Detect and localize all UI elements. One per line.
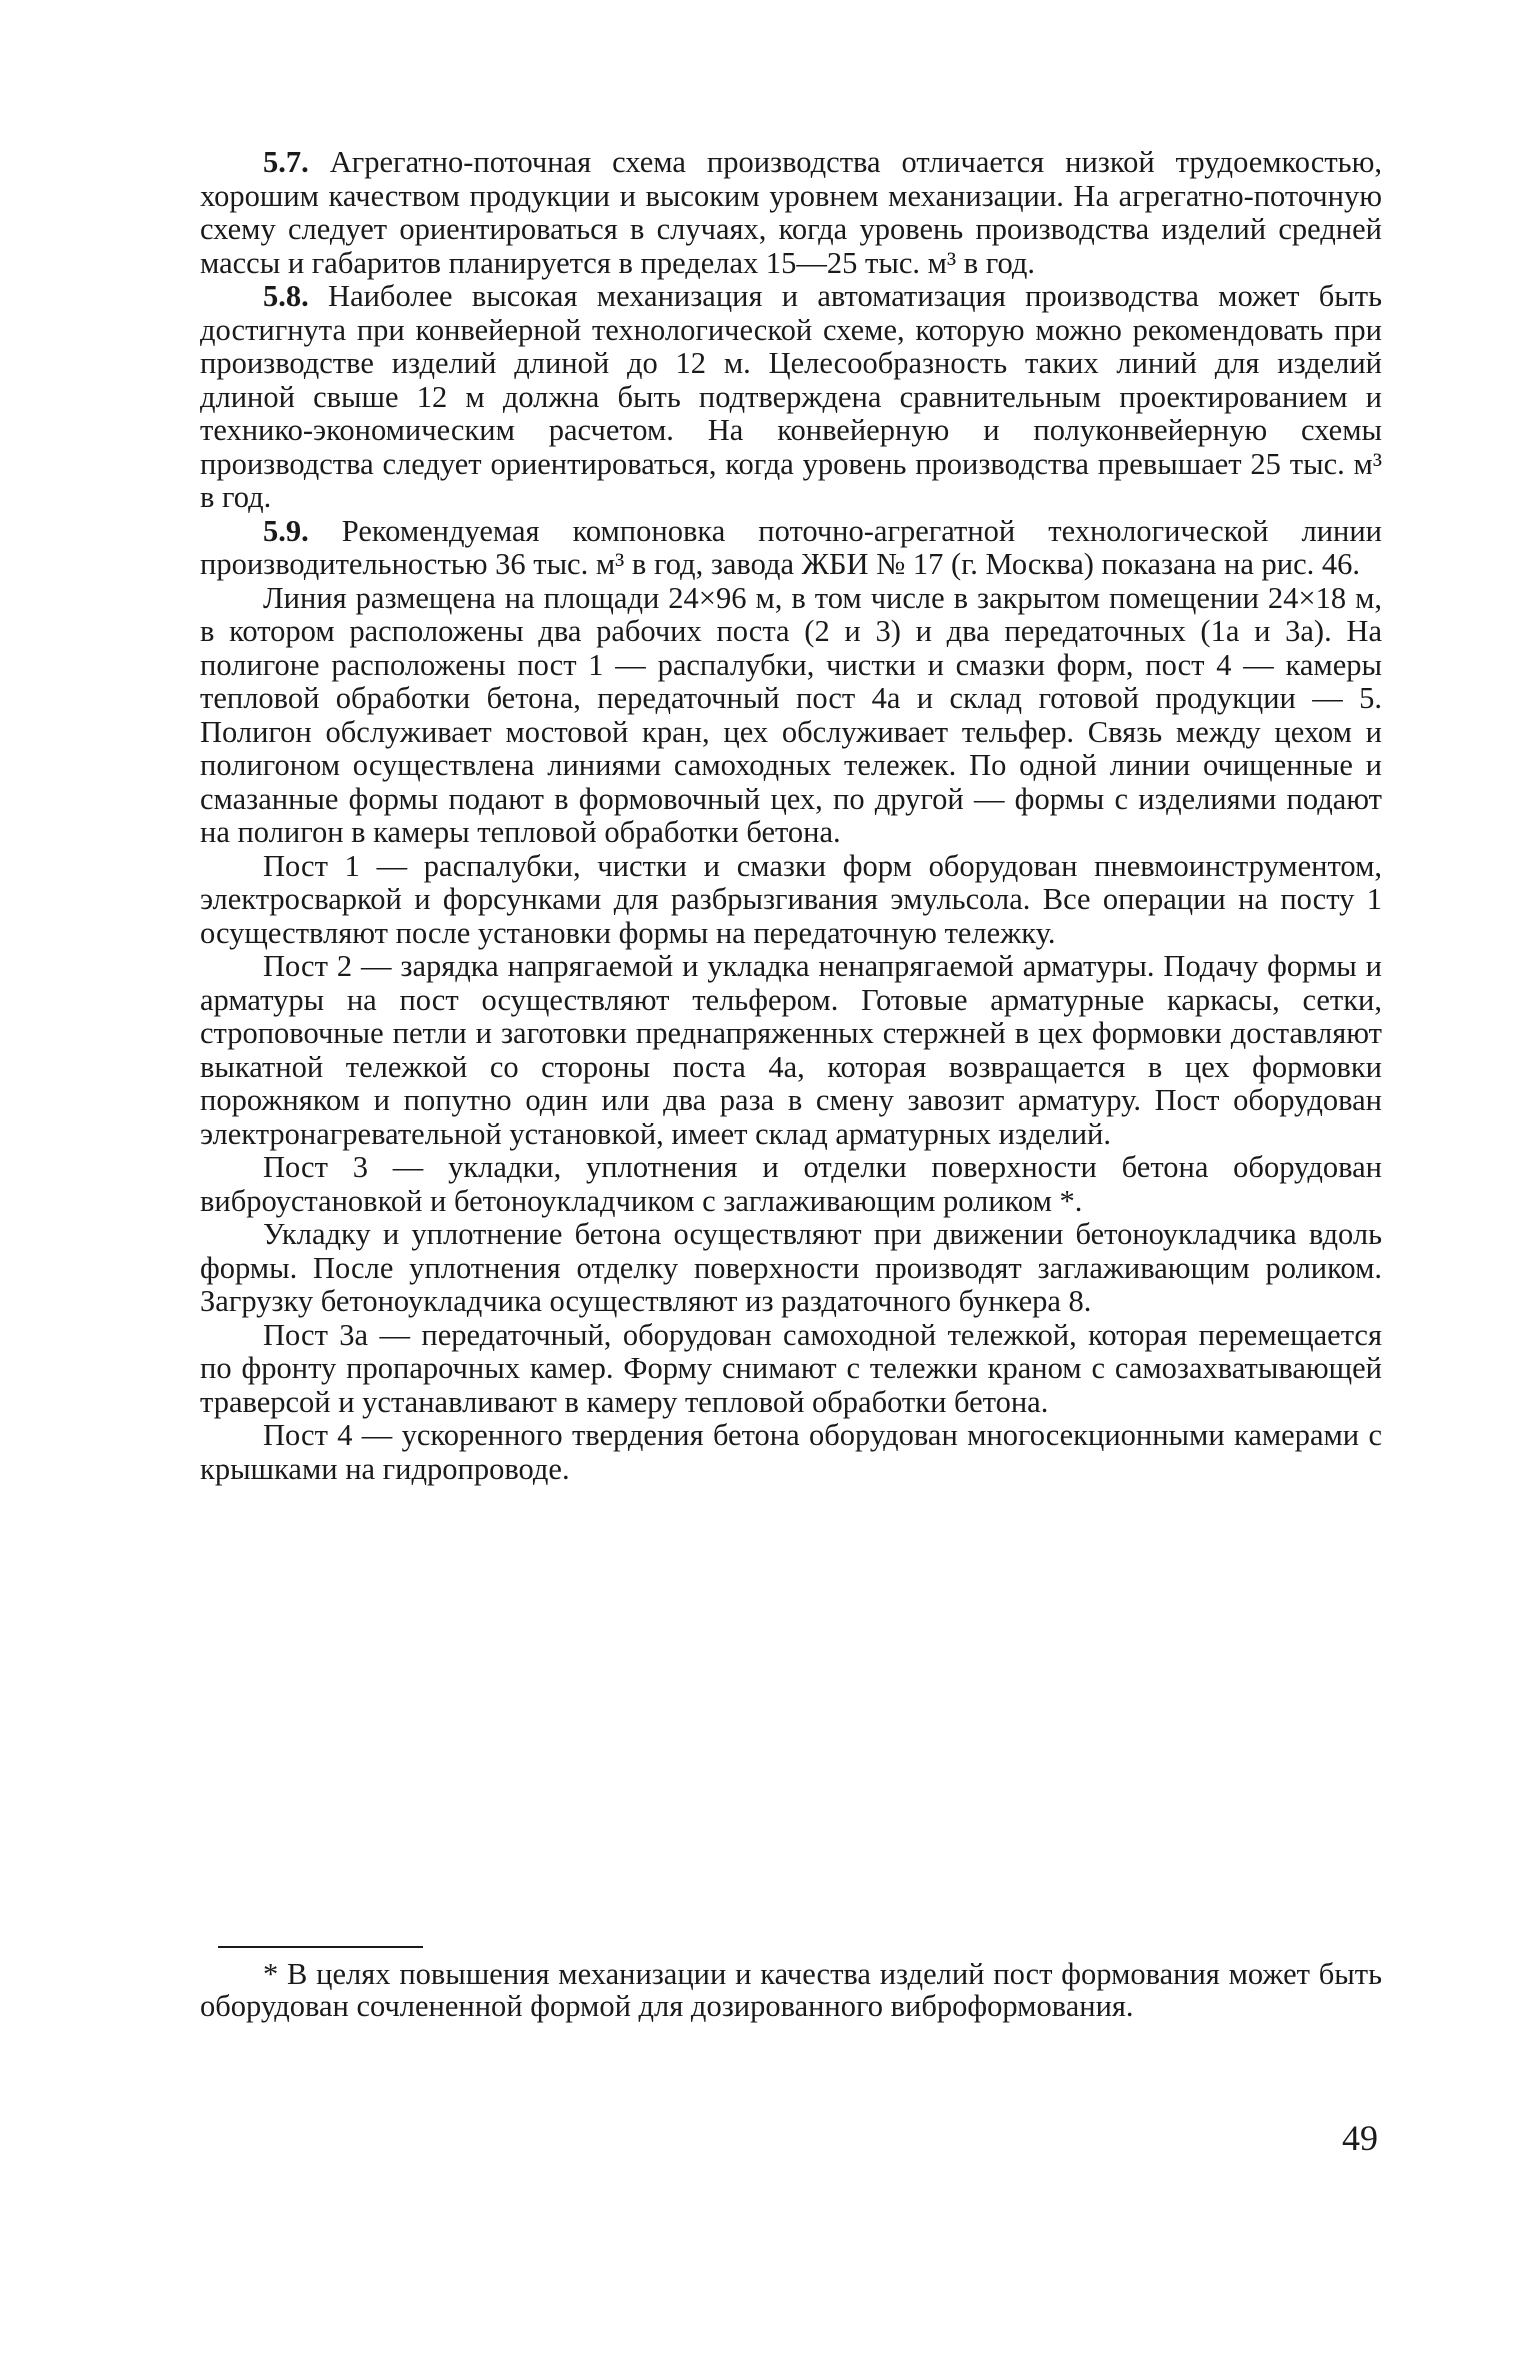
paragraph-post-4 <box>200 1419 1382 1486</box>
paragraph-text: Пост 3 — укладки, уплотнения и отделки поверхности бетона оборудован виброустановкой и бетоноукладчиком с заглаживающим роликом *. <box>200 1150 1382 1218</box>
paragraph-post-3 <box>200 1151 1382 1218</box>
paragraph-text: Пост 2 — зарядка напрягаемой и укладка ненапрягаемой арматуры. Подачу формы и арматуры на пост осуществляют тельфером. Готовые арматурные каркасы, сетки, строповочные петли и заготовки преднапряженных стержней в цех формовки доставляют выкатной тележкой со стороны поста 4а, которая возвращается в цех формовки порожняком и попутно один или два раза в смену завозит арматуру. Пост оборудован электронагревательной установкой, имеет склад арматурных изделий. <box>200 949 1382 1151</box>
paragraph-text: Рекомендуемая компоновка поточно-агрегатной технологической линии производительностью 36 тыс. м³ в год, завода ЖБИ № 17 (г. Москва) показана на рис. 46. <box>200 513 1382 581</box>
paragraph-5-9 <box>200 515 1382 582</box>
paragraph-post-3a <box>200 1319 1382 1420</box>
footnote-text: * В целях повышения механизации и качества изделий пост формования может быть оборудован сочлененной формой для дозированного виброформования. <box>200 1957 1382 2023</box>
paragraph-text: Наиболее высокая механизация и автоматизация производства может быть достигнута при конвейерной технологической схеме, которую можно рекомендовать при производстве изделий длиной до 12 м. Целесообразность таких линий для изделий длиной свыше 12 м должна быть подтверждена сравнительным проектированием и технико-экономическим расчетом. На конвейерную и полуконвейерную схемы производства следует ориентироваться, когда уровень производства превышает 25 тыс. м³ в год. <box>200 279 1383 514</box>
section-number: 5.9. <box>263 513 309 548</box>
paragraph-post-1 <box>200 850 1382 951</box>
paragraph-text: Линия размещена на площади 24×96 м, в том числе в закрытом помещении 24×18 м, в котором расположены два рабочих поста (2 и 3) и два передаточных (1а и 3а). На полигоне расположены пост 1 — распалубки, чистки и смазки форм, пост 4 — камеры тепловой обработки бетона, передаточный пост 4а и склад готовой продукции — 5. Полигон обслуживает мостовой кран, цех обслуживает тельфер. Связь между цехом и полигоном осуществлена линиями самоходных тележек. По одной линии очищенные и смазанные формы подают в формовочный цех, по другой — формы с изделиями подают на полигон в камеры тепловой обработки бетона. <box>200 580 1382 849</box>
body-text <box>200 146 1382 1486</box>
footnote <box>200 1958 1382 2022</box>
paragraph-text: Пост 3а — передаточный, оборудован самоходной тележкой, которая перемещается по фронту пропарочных камер. Форму снимают с тележки краном с самозахватывающей траверсой и устанавливают в камеру тепловой обработки бетона. <box>200 1317 1382 1419</box>
paragraph-concrete-laying <box>200 1218 1382 1319</box>
section-number: 5.7. <box>263 145 309 179</box>
paragraph-post-2 <box>200 950 1382 1151</box>
paragraph-text: Агрегатно-поточная схема производства отличается низкой трудоемкостью, хорошим качеством продукции и высоким уровнем механизации. На агрегатно-поточную схему следует ориентироваться в случаях, когда уровень производства изделий средней массы и габаритов планируется в пределах 15—25 тыс. м³ в год. <box>200 145 1382 280</box>
paragraph-text: Пост 4 — ускоренного твердения бетона оборудован многосекционными камерами с крышками на гидропроводе. <box>200 1418 1382 1486</box>
page-number: 49 <box>1342 2118 1378 2158</box>
paragraph-text: Пост 1 — распалубки, чистки и смазки форм оборудован пневмоинструментом, электросваркой и форсунками для разбрызгивания эмульсола. Все операции на посту 1 осуществляют после установки формы на передаточную тележку. <box>200 848 1382 950</box>
footnote-divider <box>218 1946 423 1948</box>
paragraph-5-8 <box>200 280 1382 515</box>
section-number: 5.8. <box>263 279 309 313</box>
paragraph-line-layout <box>200 582 1382 850</box>
paragraph-5-7 <box>200 146 1382 280</box>
paragraph-text: Укладку и уплотнение бетона осуществляют при движении бетоноукладчика вдоль формы. После уплотнения отделку поверхности производят заглаживающим роликом. Загрузку бетоноукладчика осуществляют из раздаточного бункера 8. <box>200 1217 1382 1318</box>
